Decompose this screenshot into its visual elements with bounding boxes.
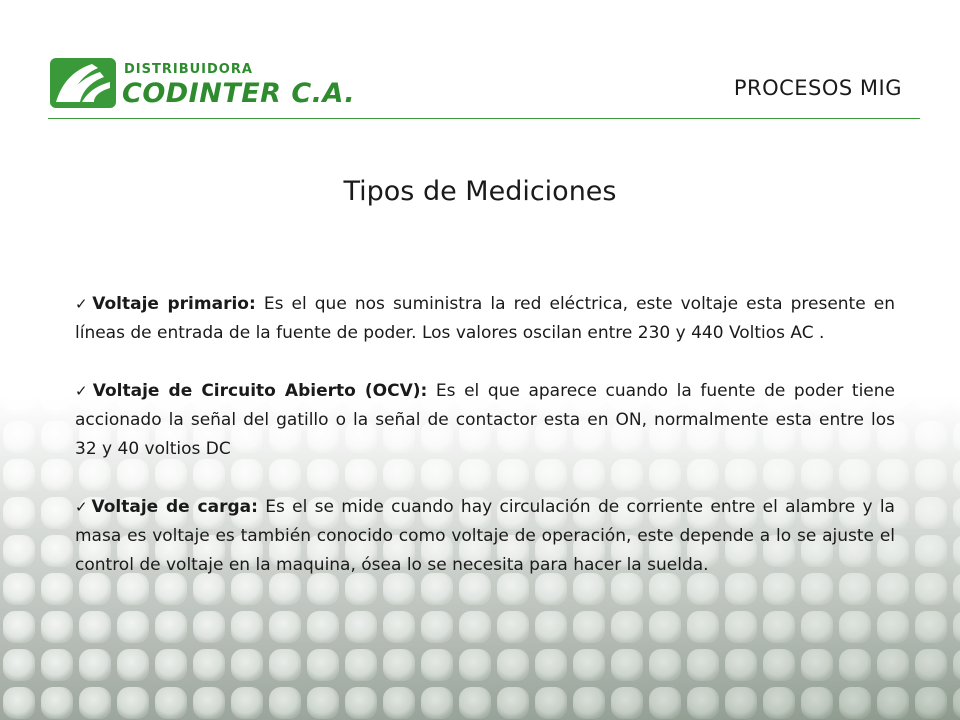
item-term: Voltaje de carga: xyxy=(91,497,258,517)
page-title: Tipos de Mediciones xyxy=(343,176,617,207)
list-item xyxy=(75,290,895,348)
brand-line-2: CODINTER C.A. xyxy=(122,78,356,109)
list-item xyxy=(75,493,895,580)
item-text: Es el se mide cuando hay circulación de corriente entre el alambre y la masa es voltaje es también conocido como voltaje de operación, este depende a lo se ajuste el control de voltaje en la maquina, ósea lo se necesita para hacer la suelda. xyxy=(75,497,895,575)
logo-hand-icon xyxy=(48,52,118,112)
header-divider xyxy=(48,118,920,119)
item-term: Voltaje primario: xyxy=(92,294,256,314)
check-icon: ✓ xyxy=(75,498,90,516)
brand-line-1: DISTRIBUIDORA xyxy=(124,62,253,77)
item-text: Es el que aparece cuando la fuente de poder tiene accionado la señal del gatillo o la señal de contactor esta en ON, normalmente esta entre los 32 y 40 voltios DC xyxy=(75,381,895,459)
check-icon: ✓ xyxy=(75,295,91,313)
list-item xyxy=(75,377,895,464)
check-icon: ✓ xyxy=(75,382,91,400)
section-title: PROCESOS MIG xyxy=(733,76,902,100)
company-logo xyxy=(48,52,378,112)
bullet-list xyxy=(75,290,895,609)
item-text: Es el que nos suministra la red eléctrica, este voltaje esta presente en líneas de entrada de la fuente de poder. Los valores oscilan entre 230 y 440 Voltios AC . xyxy=(75,294,895,343)
item-term: Voltaje de Circuito Abierto (OCV): xyxy=(92,381,428,401)
